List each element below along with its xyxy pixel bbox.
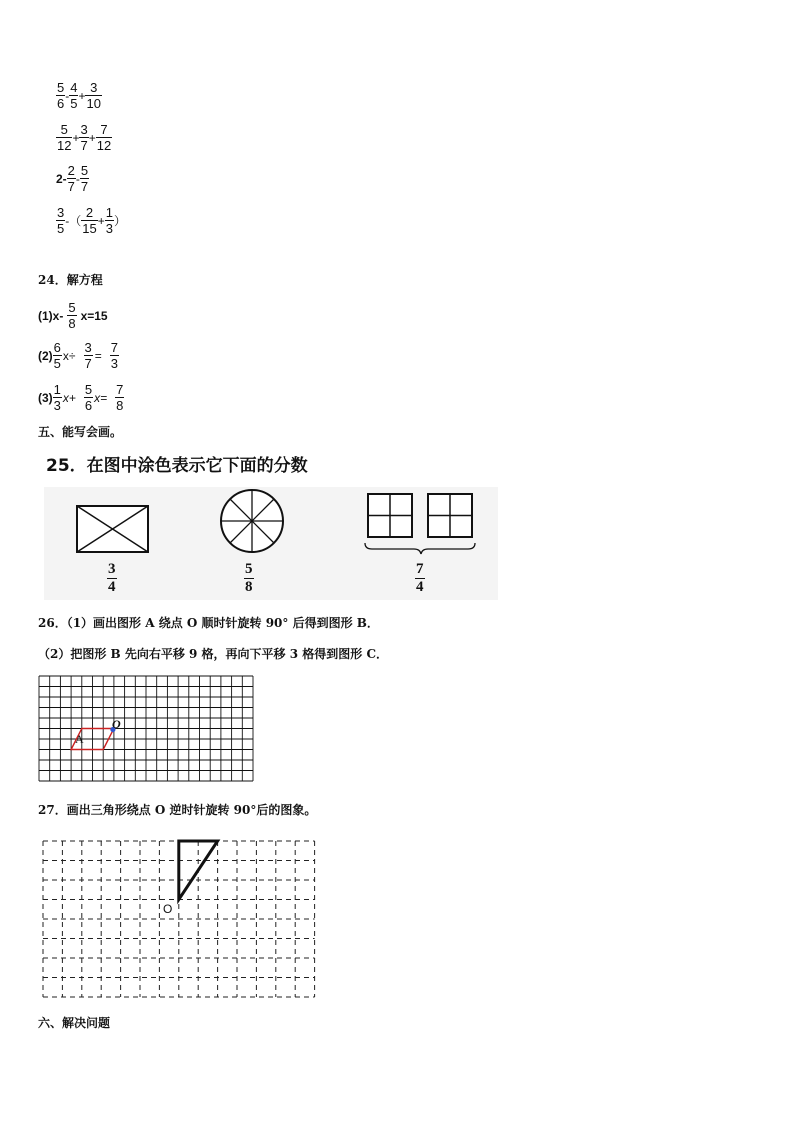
question-25-title: 25．在图中涂色表示它下面的分数 (46, 456, 308, 476)
fraction-label-5-8: $\frac{5}{8}$ (245, 561, 253, 595)
equation-text: = (94, 348, 102, 363)
operator: 2- (56, 171, 67, 186)
operator: ） (113, 214, 126, 228)
fraction: $\frac{5}{6}$ (57, 80, 65, 111)
operator: - (65, 88, 70, 103)
equation-text: x+ (62, 390, 76, 405)
fraction: $\frac{5}{12}$ (57, 122, 72, 153)
equation-2 (38, 340, 119, 371)
fraction: $\frac{5}{7}$ (80, 163, 89, 194)
fraction: $\frac{3}{7}$ (84, 340, 92, 371)
fraction: $\frac{1}{3}$ (53, 382, 61, 413)
question-26-line-2: （2）把图形 B 先向右平移 9 格，再向下平移 3 格得到图形 C． (38, 647, 388, 661)
fraction-label-7-4: $\frac{7}{4}$ (416, 561, 424, 595)
equation-3 (38, 382, 124, 413)
fraction: $\frac{5}{6}$ (84, 382, 93, 413)
operator: - (75, 171, 80, 186)
fraction: $\frac{2}{15}$ (82, 205, 97, 236)
fraction: $\frac{5}{8}$ (68, 300, 76, 331)
shape-a-label: A (75, 732, 84, 746)
fraction: $\frac{3}{5}$ (57, 205, 65, 236)
fraction: $\frac{7}{3}$ (110, 340, 118, 371)
fraction: $\frac{6}{5}$ (53, 340, 61, 371)
calc-expression-2 (56, 122, 112, 153)
fraction: $\frac{3}{10}$ (86, 80, 101, 111)
calc-expression-4 (56, 205, 126, 236)
operator: + (97, 213, 105, 228)
equation-text: x=15 (80, 308, 108, 323)
fraction: $\frac{7}{12}$ (96, 122, 112, 153)
question-26-grid (38, 675, 254, 784)
equation-1 (38, 300, 108, 331)
equation-text: x= (94, 390, 108, 405)
equation-text: (2) (38, 348, 53, 363)
question-27-grid (42, 838, 316, 998)
dashed-grid (42, 838, 316, 998)
fraction: $\frac{4}{5}$ (70, 80, 78, 111)
section-6-title: 六、解决问题 (38, 1016, 111, 1030)
fraction-label-3-4: $\frac{3}{4}$ (108, 561, 116, 595)
question-25-figure-panel (44, 487, 498, 600)
equation-text: (1)x- (38, 308, 64, 323)
rectangle-figure (77, 506, 148, 552)
operator: + (72, 130, 80, 145)
calc-expression-1 (56, 80, 102, 111)
point-o-label: O (112, 717, 121, 731)
operator: -（ (65, 214, 82, 228)
point-o-label: O (163, 902, 173, 916)
question-24-title: 24．解方程 (38, 273, 103, 287)
fraction: $\frac{1}{3}$ (105, 205, 113, 236)
section-5-title: 五、能写会画。 (38, 425, 123, 439)
question-26-line-1: 26．（1）画出图形 A 绕点 O 顺时针旋转 90° 后得到图形 B． (38, 616, 379, 630)
operator: + (78, 88, 86, 103)
question-27-title: 27．画出三角形绕点 O 逆时针旋转 90°后的图象。 (38, 803, 317, 817)
operator: + (88, 130, 96, 145)
calc-expression-3 (56, 163, 89, 194)
fraction: $\frac{2}{7}$ (67, 163, 75, 194)
circle-figure (221, 490, 283, 552)
fraction: $\frac{7}{8}$ (116, 382, 124, 413)
squares-figure (365, 494, 475, 554)
square-grid (38, 675, 254, 784)
equation-text: (3) (38, 390, 53, 405)
fraction: $\frac{3}{7}$ (80, 122, 88, 153)
equation-text: x÷ (62, 348, 76, 363)
